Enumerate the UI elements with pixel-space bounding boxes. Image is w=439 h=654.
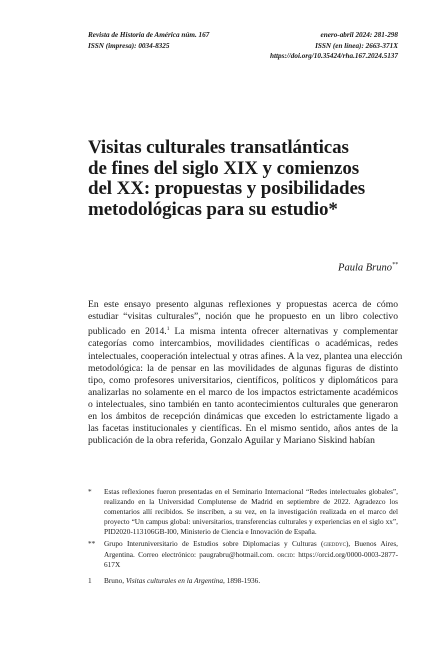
body-line (88, 323, 398, 338)
footnote-segment: ), Buenos Aires, Argentina. Correo electrónico: paugrabru@hotmail.com. (104, 539, 398, 559)
title-line: de fines del siglo XIX y comienzos (88, 157, 360, 179)
footnote-mark: 1 (88, 575, 92, 585)
running-header (88, 30, 398, 62)
body-line: estudiar “visitas culturales”, noción que he propuesto en un libro colectivo (88, 311, 398, 323)
footnotes (88, 487, 398, 588)
footnote-ref-1[interactable]: 1 (166, 326, 170, 333)
body-line-end: La misma intenta ofrecer alternativas y complementar (174, 326, 398, 338)
book-title: Visitas culturales en la Argentina (125, 575, 224, 585)
issue-info: enero-abril 2024: 281-298 (320, 31, 398, 39)
title-line: metodológicas para su estudio* (88, 198, 338, 220)
body-line: intelectuales, cooperación intelectual y otras afines. A la vez, plantea una elección (88, 350, 403, 362)
footnote-segment: Bruno, (104, 575, 126, 585)
orcid-label: orcid (277, 549, 293, 559)
author-byline (338, 262, 398, 274)
body-line: analizarlas no solamente en el marco de los impactos estrictamente académicos (88, 386, 398, 398)
footnote-mark: ** (88, 539, 96, 549)
doi-link[interactable]: https://doi.org/10.35424/rha.167.2024.5137 (270, 52, 398, 60)
footnote-text (104, 539, 398, 569)
author-name: Paula Bruno (338, 262, 392, 274)
footnote-mark: * (88, 487, 92, 496)
article-title (88, 138, 408, 220)
footnote-text (104, 576, 398, 586)
body-line: en los ámbitos de recepción dinámicas que exceden lo estrictamente ligado a (88, 411, 398, 423)
footnote-segment: , 1898-1936. (223, 575, 261, 585)
acronym: gieddyc (323, 539, 346, 549)
body-line: metodológica: la de pensar en las movilidades de algunas figuras de distinto (88, 362, 398, 374)
title-line: Visitas culturales transatlánticas (88, 137, 349, 158)
journal-name: Revista de Historia de América núm. 167 (88, 31, 210, 39)
body-line: En este ensayo presento algunas reflexiones y propuestas acerca de cómo (88, 299, 398, 310)
issn-print: ISSN (impresa): 0034-8325 (88, 41, 170, 50)
body-line: o intelectuales, sino también en tanto acontecimientos culturales que generaron (88, 398, 398, 410)
body-line: categorías como intercambios, movilidades científicas o académicas, redes (88, 338, 398, 350)
issn-online: ISSN (en línea): 2663-371X (315, 41, 398, 50)
footnote-star (88, 487, 398, 537)
footnote-double-star (88, 539, 398, 569)
body-line: tipo, como profesores universitarios, científicos, políticos y diplomáticos para (88, 374, 398, 386)
footnote-segment: Grupo Interuniversitario de Estudios sobre Diplomacias y Culturas ( (104, 539, 324, 549)
title-line: del XX: propuestas y posibilidades (88, 178, 366, 200)
footnote-text: Estas reflexiones fueron presentadas en el Seminario Internacional “Redes intelectuales globales”, realizando en la Universidad Complutense de Madrid en septiembre de 2022. Agradezco los comentarios allí recibidos. Se inscriben, a su vez, en la investigación realizada en el marco del proyecto “Un campus global: universitarios, transferencias culturales y experiencias en el siglo xx”, PID2020-113106GB-I00, Ministerio de Ciencia e Innovación de España. (104, 487, 398, 537)
body-line: las facetas institucionales y científicas. En el mismo sentido, años antes de la (88, 423, 398, 435)
body-line-start: publicado en 2014. (88, 326, 167, 338)
body-line: publicación de la obra referida, Gonzalo Aguilar y Mariano Siskind habían (88, 435, 375, 447)
article-body (88, 299, 403, 447)
orcid-link[interactable]: : https://orcid.org/0000-0003-2877-617X (104, 549, 398, 569)
footnote-1 (88, 576, 398, 586)
author-footnote-mark[interactable]: ** (392, 262, 398, 268)
